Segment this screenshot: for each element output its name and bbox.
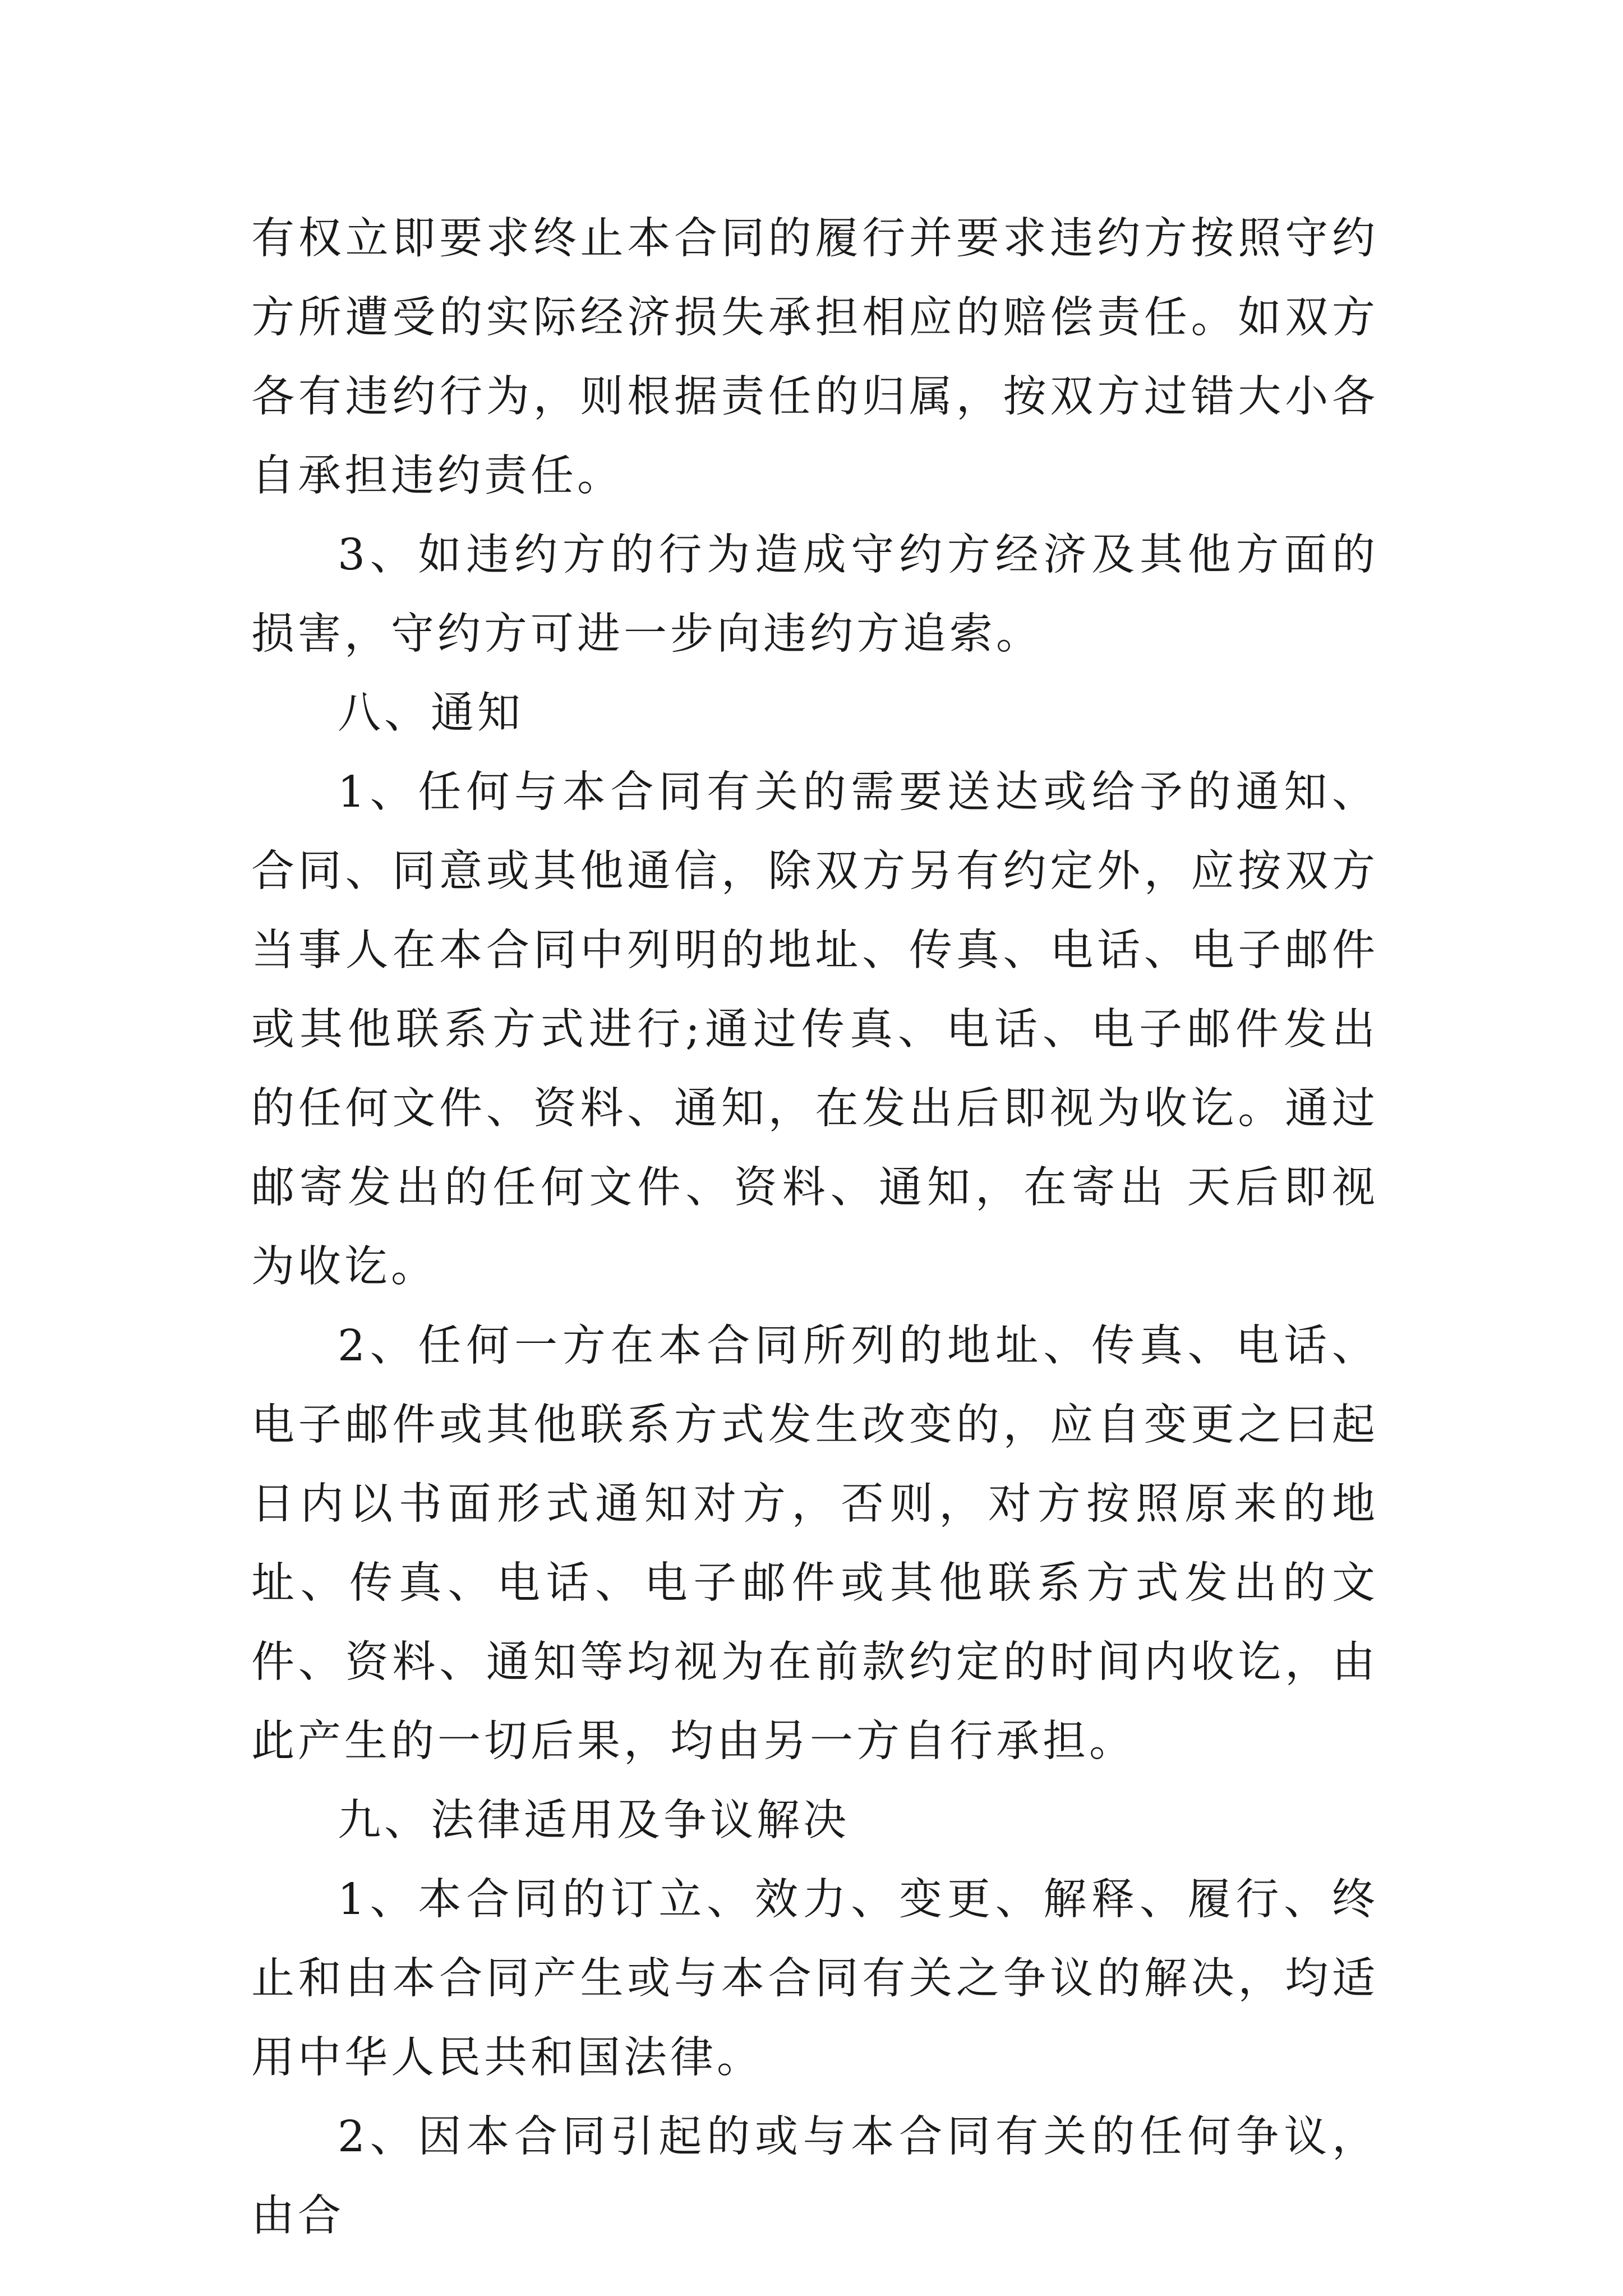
section-heading-notice: 八、通知 [338,688,524,738]
paragraph-contact-change: 2、任何一方在本合同所列的地址、传真、电话、电子邮件或其他联系方式发生改变的，应自变更之曰起 日内以书面形式通知对方，否则，对方按照原来的地址、传真、电话、电子邮件或其他联系方式发出的文件、资料、通知等均视为在前款约定的时间内收讫，由此产生的一切后果，均由另一方自行承担。 [251,1321,1378,1766]
paragraph-breach-compensation: 有权立即要求终止本合同的履行并要求违约方按照守约方所遭受的实际经济损失承担相应的赔偿责任。如双方各有违约行为，则根据责任的归属，按双方过错大小各自承担违约责任。 [251,214,1378,501]
paragraph-dispute-resolution: 2、因本合同引起的或与本合同有关的任何争议，由合 [251,2112,1378,2241]
paragraph-governing-law: 1、本合同的订立、效力、变更、解释、履行、终止和由本合同产生或与本合同有关之争议的解决，均适用中华人民共和国法律。 [251,1875,1378,2083]
paragraph-notice-delivery: 1、任何与本合同有关的需要送达或给予的通知、合同、同意或其他通信，除双方另有约定外，应按双方当事人在本合同中列明的地址、传真、电话、电子邮件或其他联系方式进行;通过传真、电话、电子邮件发出的任何文件、资料、通知，在发出后即视为收讫。通过邮寄发出的任何文件、资料、通知，在寄出 天后即视为收讫。 [251,767,1378,1292]
section-heading-governing-law: 九、法律适用及争议解决 [338,1796,850,1846]
document-body [251,199,1378,2256]
paragraph-further-claims: 3、如违约方的行为造成守约方经济及其他方面的损害，守约方可进一步向违约方追索。 [251,530,1378,659]
